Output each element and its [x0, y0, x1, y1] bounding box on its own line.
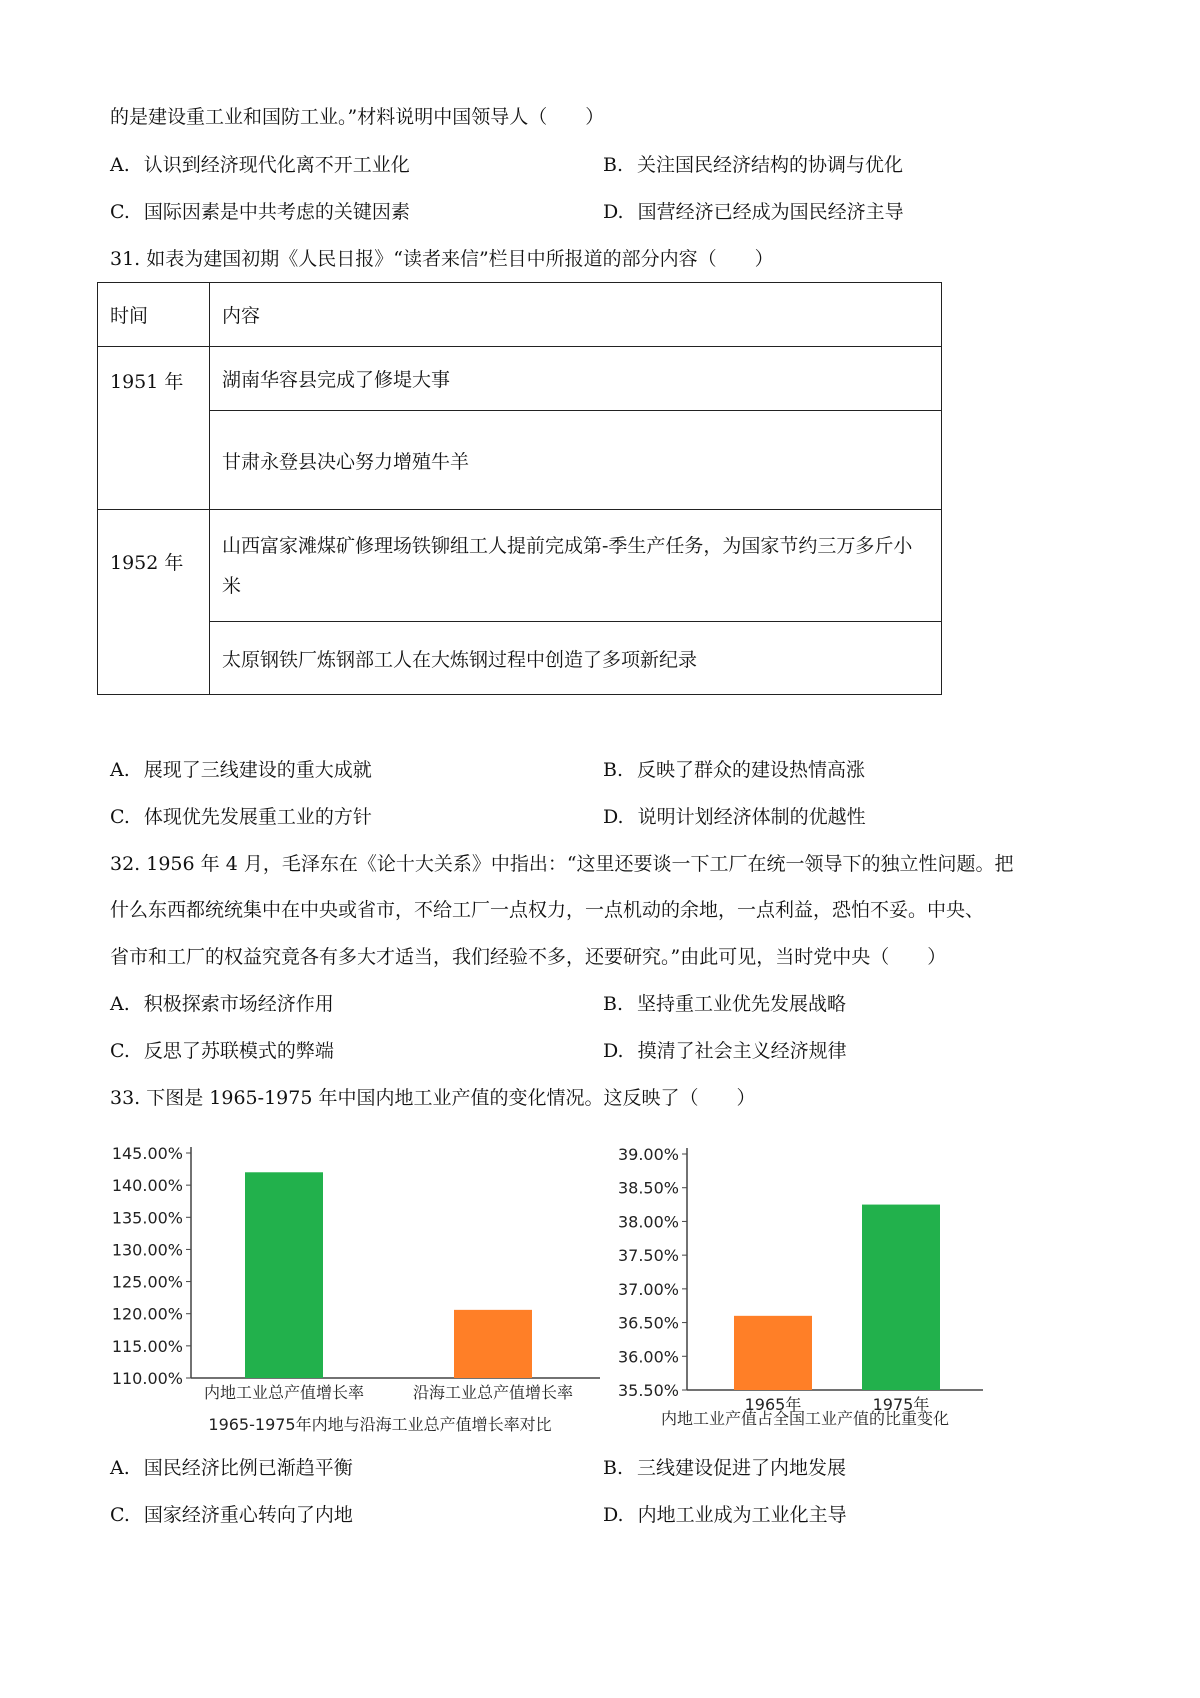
y-tick-label: 39.00%	[617, 1145, 679, 1164]
option-label: D.	[603, 1504, 624, 1526]
q32-option-d[interactable]	[603, 1038, 847, 1064]
y-tick-label: 145.00%	[111, 1144, 183, 1163]
option-label: C.	[110, 1504, 130, 1526]
q31-stem: 31. 如表为建国初期《人民日报》“读者来信”栏目中所报道的部分内容（ ）	[110, 248, 774, 270]
option-label: B.	[603, 993, 624, 1015]
x-category-label: 内地工业总产值增长率	[203, 1383, 365, 1402]
table-cell-content: 甘肃永登县决心努力增殖牛羊	[210, 411, 942, 510]
q33-option-b[interactable]	[603, 1455, 846, 1481]
q32-stem-line-2: 什么东西都统统集中在中央或省市，不给工厂一点权力，一点机动的余地，一点利益，恐怕不妥。中央、	[110, 899, 985, 921]
option-text: 摸清了社会主义经济规律	[637, 1040, 847, 1062]
option-text: 国营经济已经成为国民经济主导	[637, 201, 904, 223]
option-label: B.	[603, 1457, 624, 1479]
q32-option-a[interactable]	[110, 991, 334, 1017]
table-row	[98, 622, 942, 695]
option-label: A.	[110, 993, 130, 1015]
table-header-time: 时间	[98, 283, 210, 347]
q30-option-d[interactable]	[603, 199, 904, 225]
q32-option-b[interactable]	[603, 991, 846, 1017]
option-text: 反映了群众的建设热情高涨	[637, 759, 866, 781]
option-label: D.	[603, 806, 624, 828]
table-header-content: 内容	[210, 283, 942, 347]
q31-option-d[interactable]	[603, 804, 866, 830]
option-text: 关注国民经济结构的协调与优化	[637, 154, 904, 176]
table-row	[98, 411, 942, 510]
table-header-row	[98, 283, 942, 347]
y-tick-label: 140.00%	[111, 1176, 183, 1196]
y-tick-label: 36.50%	[617, 1313, 679, 1333]
q30-stem-tail: 的是建设重工业和国防工业。”材料说明中国领导人（ ）	[110, 106, 605, 128]
y-tick-label: 36.00%	[617, 1347, 679, 1367]
y-tick-label: 130.00%	[111, 1240, 183, 1260]
y-tick-label: 38.00%	[617, 1212, 679, 1232]
option-text: 坚持重工业优先发展战略	[637, 993, 847, 1015]
x-category-label: 1975年	[872, 1395, 930, 1414]
y-tick-label: 110.00%	[111, 1369, 183, 1388]
option-label: A.	[110, 1457, 130, 1479]
y-tick-label: 37.00%	[617, 1279, 679, 1299]
table-row	[98, 510, 942, 622]
option-label: A.	[110, 759, 130, 781]
q31-option-b[interactable]	[603, 757, 865, 783]
q32-stem-line-3: 省市和工厂的权益究竟各有多大才适当，我们经验不多，还要研究。”由此可见，当时党中央（ ）	[110, 946, 947, 968]
bar	[245, 1172, 323, 1378]
table-row	[98, 347, 942, 411]
q31-table	[97, 282, 942, 695]
growth-rate-chart	[95, 1125, 605, 1445]
chart-title: 1965-1975年内地与沿海工业总产值增长率对比	[208, 1415, 552, 1434]
q31-option-a[interactable]	[110, 757, 372, 783]
table-cell-content: 山西富家滩煤矿修理场铁铆组工人提前完成第-季生产任务，为国家节约三万多斤小米	[210, 510, 942, 622]
option-text: 国民经济比例已渐趋平衡	[143, 1457, 353, 1479]
x-category-label: 沿海工业总产值增长率	[412, 1383, 574, 1402]
option-text: 反思了苏联模式的弊端	[143, 1040, 334, 1062]
option-label: A.	[110, 154, 130, 176]
option-text: 国际因素是中共考虑的关键因素	[143, 201, 410, 223]
chart-title: 内地工业产值占全国工业产值的比重变化	[660, 1409, 950, 1428]
share-change-chart	[605, 1130, 1005, 1445]
q30-option-a[interactable]	[110, 152, 410, 178]
option-text: 展现了三线建设的重大成就	[143, 759, 372, 781]
option-label: B.	[603, 154, 624, 176]
option-label: C.	[110, 201, 130, 223]
q33-option-a[interactable]	[110, 1455, 353, 1481]
x-category-label: 1965年	[744, 1395, 802, 1414]
option-label: D.	[603, 1040, 624, 1062]
option-label: C.	[110, 1040, 130, 1062]
option-label: C.	[110, 806, 130, 828]
option-text: 积极探索市场经济作用	[143, 993, 334, 1015]
y-tick-label: 35.50%	[617, 1381, 679, 1400]
y-tick-label: 125.00%	[111, 1272, 183, 1292]
table-cell-year: 1952 年	[98, 510, 210, 695]
y-tick-label: 37.50%	[617, 1246, 679, 1266]
q33-option-d[interactable]	[603, 1502, 847, 1528]
q32-option-c[interactable]	[110, 1038, 334, 1064]
option-text: 说明计划经济体制的优越性	[637, 806, 866, 828]
option-text: 国家经济重心转向了内地	[143, 1504, 353, 1526]
y-tick-label: 135.00%	[111, 1208, 183, 1228]
option-label: D.	[603, 201, 624, 223]
option-label: B.	[603, 759, 624, 781]
bar	[734, 1316, 812, 1390]
option-text: 体现优先发展重工业的方针	[143, 806, 372, 828]
q31-option-c[interactable]	[110, 804, 372, 830]
bar	[454, 1310, 532, 1378]
table-cell-content: 湖南华容县完成了修堤大事	[210, 347, 942, 411]
y-tick-label: 120.00%	[111, 1304, 183, 1324]
option-text: 三线建设促进了内地发展	[637, 1457, 847, 1479]
option-text: 内地工业成为工业化主导	[637, 1504, 847, 1526]
option-text: 认识到经济现代化离不开工业化	[143, 154, 410, 176]
table-cell-content: 太原钢铁厂炼钢部工人在大炼钢过程中创造了多项新纪录	[210, 622, 942, 695]
y-tick-label: 115.00%	[111, 1336, 183, 1356]
q30-option-b[interactable]	[603, 152, 903, 178]
q32-stem-line-1: 32. 1956 年 4 月，毛泽东在《论十大关系》中指出：“这里还要谈一下工厂在统一领导下的独立性问题。把	[110, 853, 1014, 875]
bar	[862, 1205, 940, 1390]
q33-stem: 33. 下图是 1965-1975 年中国内地工业产值的变化情况。这反映了（ ）	[110, 1087, 756, 1109]
q33-option-c[interactable]	[110, 1502, 353, 1528]
table-cell-year: 1951 年	[98, 347, 210, 510]
y-tick-label: 38.50%	[617, 1178, 679, 1198]
q30-option-c[interactable]	[110, 199, 410, 225]
